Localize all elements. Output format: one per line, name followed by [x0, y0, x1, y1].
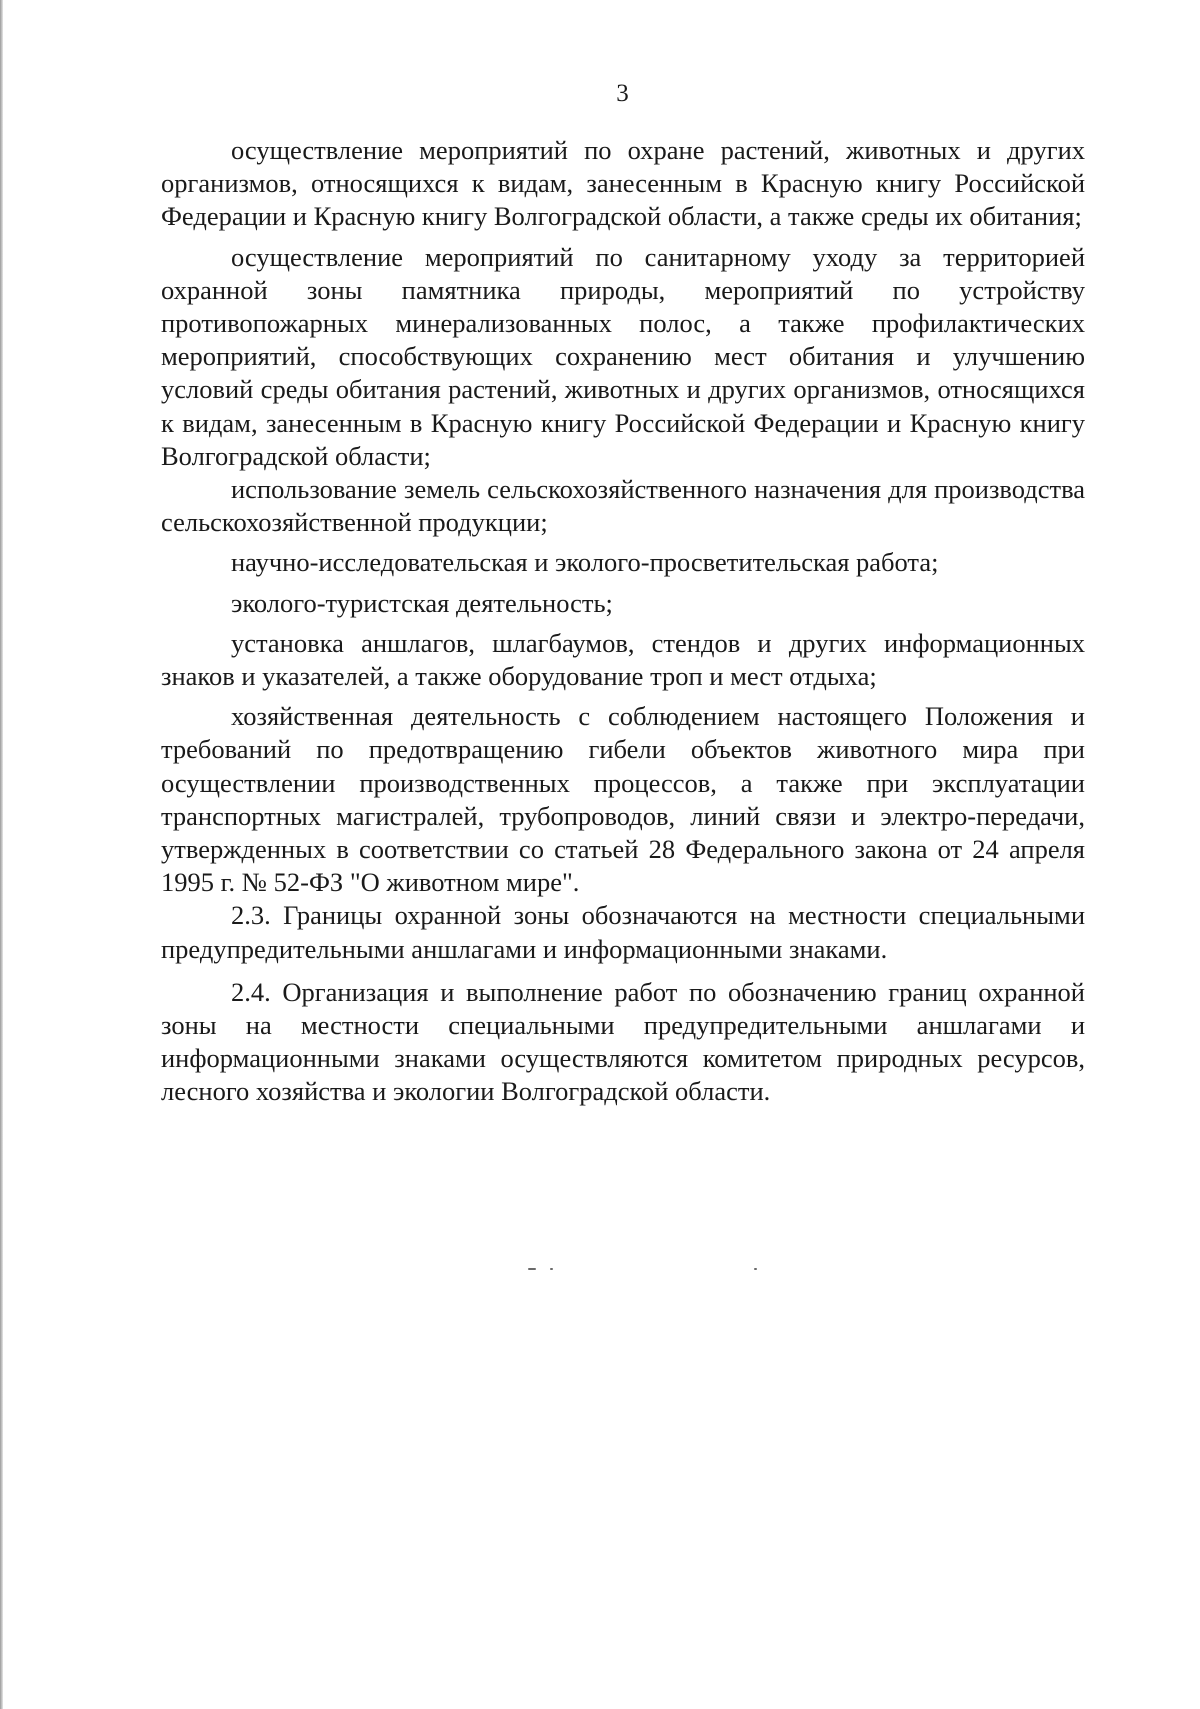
paragraph-agricultural-land-use: использование земель сельскохозяйственного назначения для производства сельскохозяйственной продукции; — [161, 474, 1085, 538]
scan-specks — [528, 1268, 768, 1272]
paragraph-signage-installation: установка аншлагов, шлагбаумов, стендов и других информационных знаков и указателей, а также оборудование троп и мест отдыха; — [161, 627, 1085, 692]
document-body — [161, 134, 1085, 1109]
paragraph-section-2-4: 2.4. Организация и выполнение работ по обозначению границ охранной зоны на местности специальными предупредительными аншлагами и информационными знаками осуществляются комитетом природных ресурсов, лесного хозяйства и экологии Волгоградской области. — [161, 976, 1085, 1107]
paragraph-sanitary-care: осуществление мероприятий по санитарному уходу за территорией охранной зоны памятника природы, мероприятий по устройству противопожарных минерализованных полос, а также профилактических мероприятий, способствующих сохранению мест обитания и улучшению условий среды обитания растений, животных и других организмов, относящихся к видам, занесенным в Красную книгу Российской Федерации и Красную книгу Волгоградской области; — [161, 241, 1085, 471]
page-number: 3 — [616, 80, 629, 107]
scan-edge — [0, 0, 3, 1709]
paragraph-eco-tourism: эколого-туристская деятельность; — [231, 587, 613, 618]
paragraph-research-work: научно-исследовательская и эколого-просветительская работа; — [231, 547, 939, 578]
paragraph-red-book-protection: осуществление мероприятий по охране растений, животных и других организмов, относящихся к видам, занесенным в Красную книгу Российской Федерации и Красную книгу Волгоградской области, а также среды их обитания; — [161, 135, 1085, 232]
paragraph-economic-activity: хозяйственная деятельность с соблюдением настоящего Положения и требований по предотвращению гибели объектов животного мира при осуществлении производственных процессов, а также при эксплуатации транспортных магистралей, трубопроводов, линий связи и электро-передачи, утвержденных в соответствии со статьей 28 Федерального закона от 24 апреля 1995 г. № 52-ФЗ "О животном мире". — [161, 701, 1085, 898]
paragraph-section-2-3: 2.3. Границы охранной зоны обозначаются на местности специальными предупредительными аншлагами и информационными знаками. — [161, 900, 1085, 964]
